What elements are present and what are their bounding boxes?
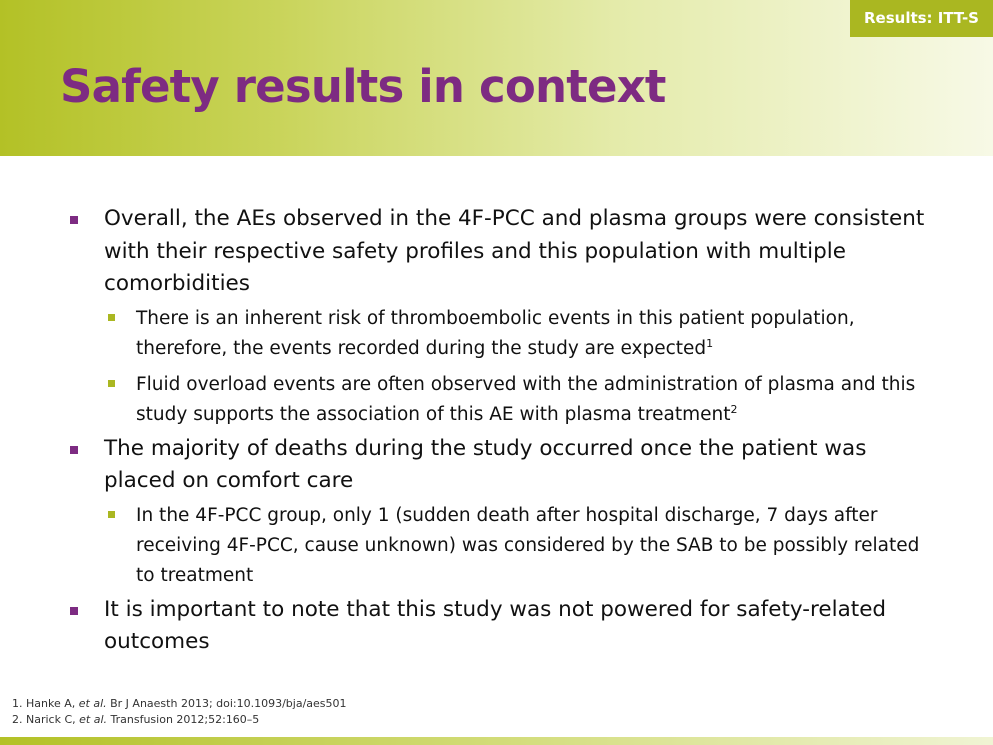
reference-etal: et al. (78, 697, 107, 710)
section-tag: Results: ITT-S (850, 0, 993, 37)
sub-bullet-item (60, 501, 940, 591)
bullet-item (60, 594, 940, 659)
reference-item (12, 696, 347, 712)
footer-line (0, 737, 993, 745)
sub-bullet-text: There is an inherent risk of thromboembolic events in this patient population, therefore, the events recorded during the study are expected (136, 307, 855, 359)
square-bullet-icon (70, 446, 78, 454)
sub-bullet-text: In the 4F-PCC group, only 1 (sudden death after hospital discharge, 7 days after receiving 4F-PCC, cause unknown) was considered by the SAB to be possibly related to treatment (136, 504, 920, 586)
bullet-list (60, 203, 940, 659)
footnote-marker: 2 (730, 402, 738, 416)
bullet-text: It is important to note that this study was not powered for safety-related outcomes (104, 596, 887, 654)
bullet-item (60, 433, 940, 498)
references (12, 696, 347, 728)
slide-title: Safety results in context (60, 60, 666, 113)
square-bullet-icon (108, 380, 115, 387)
reference-author: Narick C, (26, 713, 80, 726)
sub-bullet-text: Fluid overload events are often observed with the administration of plasma and this study supports the association of this AE with plasma treatment (136, 373, 916, 425)
reference-number: 1. (12, 697, 26, 710)
reference-citation: Br J Anaesth 2013; doi:10.1093/bja/aes501 (106, 697, 347, 710)
square-bullet-icon (108, 314, 115, 321)
square-bullet-icon (70, 216, 78, 224)
bullet-text: The majority of deaths during the study occurred once the patient was placed on comfort care (104, 435, 867, 493)
reference-etal: et al. (79, 713, 108, 726)
bullet-text: Overall, the AEs observed in the 4F-PCC and plasma groups were consistent with their respective safety profiles and this population with multiple comorbidities (104, 206, 925, 296)
square-bullet-icon (70, 607, 78, 615)
sub-bullet-item (60, 304, 940, 364)
bullet-item (60, 203, 940, 301)
reference-citation: Transfusion 2012;52:160–5 (107, 713, 260, 726)
sub-bullet-item (60, 370, 940, 430)
reference-author: Hanke A, (26, 697, 79, 710)
square-bullet-icon (108, 511, 115, 518)
reference-item (12, 712, 347, 728)
reference-number: 2. (12, 713, 26, 726)
footnote-marker: 1 (706, 336, 714, 350)
